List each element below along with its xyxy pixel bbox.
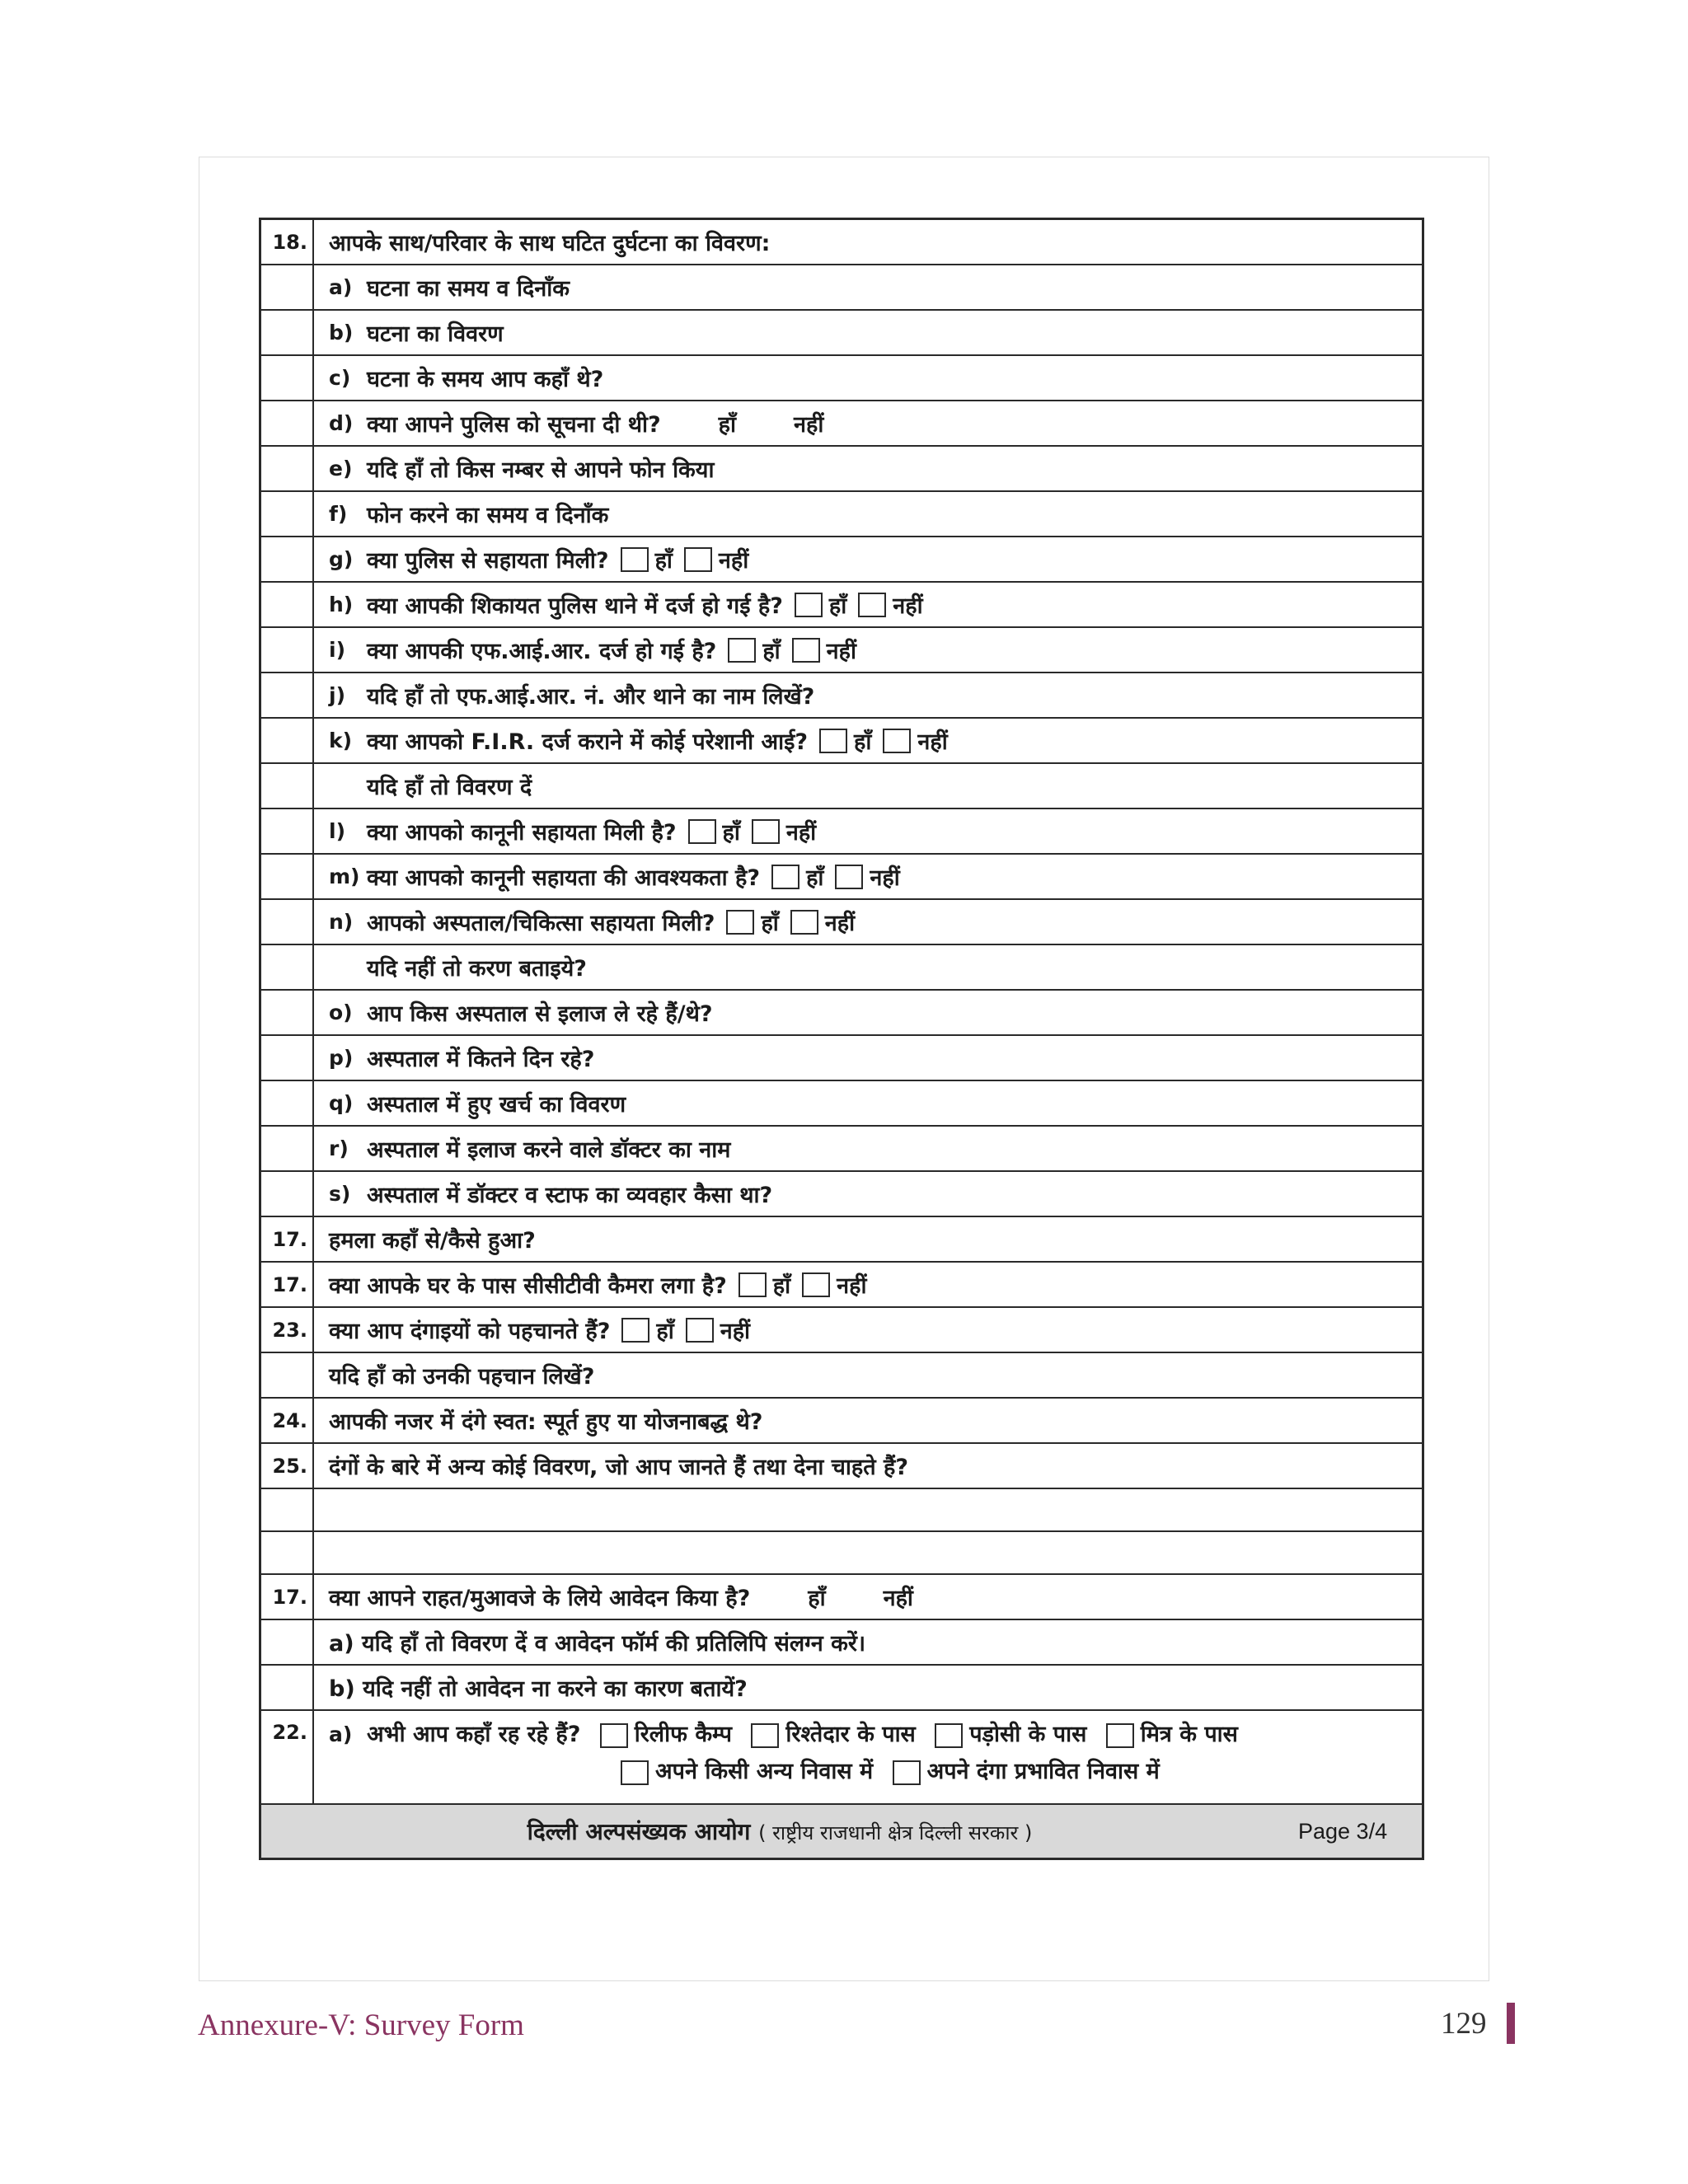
no-checkbox[interactable]	[686, 1318, 714, 1343]
item-label: e)	[329, 457, 353, 480]
no-label: नहीं	[893, 593, 923, 619]
q18-q	[261, 1081, 1422, 1127]
q18-s	[261, 1172, 1422, 1217]
item-label: b)	[329, 321, 354, 344]
no-label: नहीं	[720, 1319, 751, 1344]
no-checkbox[interactable]	[835, 865, 863, 889]
yes-checkbox[interactable]	[728, 638, 756, 663]
item-text: घटना का समय व दिनाँक	[367, 276, 570, 302]
yes-label: हाँ	[722, 820, 740, 846]
item-text: क्या आपने पुलिस को सूचना दी थी?	[367, 412, 661, 438]
relief-camp-checkbox[interactable]	[600, 1723, 628, 1748]
no-checkbox[interactable]	[858, 593, 886, 617]
yes-option[interactable]: हाँ	[808, 1586, 826, 1611]
item-label: i)	[329, 638, 345, 662]
yes-label: हाँ	[656, 1319, 674, 1344]
yes-checkbox[interactable]	[688, 819, 716, 844]
q18-n-follow	[261, 945, 1422, 991]
q18-f	[261, 492, 1422, 537]
option-label: अपने किसी अन्य निवास में	[655, 1759, 874, 1784]
q18-m	[261, 855, 1422, 900]
question-number: 22.	[261, 1711, 314, 1803]
commission-name: दिल्ली अल्पसंख्यक आयोग	[527, 1818, 751, 1845]
q18-a	[261, 265, 1422, 311]
page-marker-bar	[1507, 2003, 1515, 2044]
follow-up-text: यदि हाँ को उनकी पहचान लिखें?	[329, 1364, 595, 1390]
q18-k	[261, 719, 1422, 764]
yes-checkbox[interactable]	[795, 593, 823, 617]
yes-label: हाँ	[806, 865, 824, 891]
yes-label: हाँ	[654, 548, 673, 574]
yes-label: हाँ	[828, 593, 847, 619]
q18-n	[261, 900, 1422, 945]
item-text: यदि हाँ तो किस नम्बर से आपने फोन किया	[367, 457, 715, 483]
affected-residence-checkbox[interactable]	[893, 1760, 921, 1785]
no-label: नहीं	[718, 548, 749, 574]
question-number: 25.	[261, 1444, 314, 1488]
item-text: आप किस अस्पताल से इलाज ले रहे हैं/थे?	[367, 1001, 713, 1027]
no-checkbox[interactable]	[684, 547, 712, 572]
question-number: 17.	[261, 1217, 314, 1261]
item-text: अस्पताल में हुए खर्च का विवरण	[367, 1092, 626, 1118]
q18-title: आपके साथ/परिवार के साथ घटित दुर्घटना का विवरण:	[329, 231, 771, 256]
no-checkbox[interactable]	[883, 729, 911, 753]
no-checkbox[interactable]	[752, 819, 780, 844]
q17-relief-b	[261, 1666, 1422, 1711]
yes-label: हाँ	[854, 729, 872, 755]
q18-r	[261, 1127, 1422, 1172]
question-number: 23.	[261, 1308, 314, 1352]
q17-attack	[261, 1217, 1422, 1263]
item-text: क्या आपको कानूनी सहायता मिली है?	[367, 820, 677, 846]
q18-i	[261, 628, 1422, 673]
q18-j	[261, 673, 1422, 719]
book-page-number: 129	[1441, 2007, 1487, 2041]
no-checkbox[interactable]	[802, 1272, 830, 1297]
q18-o	[261, 991, 1422, 1036]
follow-up-text: यदि नहीं तो करण बताइये?	[367, 956, 587, 982]
item-label: o)	[329, 1001, 353, 1024]
yes-option[interactable]: हाँ	[718, 412, 736, 438]
item-text: b) यदि नहीं तो आवेदन ना करने का कारण बतायें?	[329, 1676, 748, 1702]
item-text: आपको अस्पताल/चिकित्सा सहायता मिली?	[367, 911, 715, 936]
item-text: a) यदि हाँ तो विवरण दें व आवेदन फॉर्म की प्रतिलिपि संलग्न करें।	[329, 1631, 866, 1657]
item-text: अस्पताल में डॉक्टर व स्टाफ का व्यवहार कैसा था?	[367, 1183, 773, 1208]
no-label: नहीं	[785, 820, 817, 846]
question-text: क्या आप दंगाइयों को पहचानते हैं?	[329, 1319, 611, 1344]
no-label: नहीं	[824, 911, 856, 936]
question-text: अभी आप कहाँ रह रहे हैं?	[367, 1722, 581, 1747]
question-number: 24.	[261, 1399, 314, 1442]
no-label: नहीं	[917, 729, 948, 755]
annexure-title: Annexure-V: Survey Form	[198, 2008, 524, 2042]
form-footer	[261, 1805, 1422, 1858]
q23	[261, 1308, 1422, 1353]
option-label: अपने दंगा प्रभावित निवास में	[926, 1759, 1160, 1784]
q22	[261, 1711, 1422, 1805]
option-label: पड़ोसी के पास	[969, 1722, 1087, 1747]
item-text: क्या पुलिस से सहायता मिली?	[367, 548, 609, 574]
item-text: क्या आपकी एफ.आई.आर. दर्ज हो गई है?	[367, 639, 717, 664]
item-label: h)	[329, 593, 354, 616]
item-text: क्या आपको F.I.R. दर्ज कराने में कोई परेशानी आई?	[367, 729, 809, 755]
q18-p	[261, 1036, 1422, 1081]
q23-follow	[261, 1353, 1422, 1399]
item-label: d)	[329, 411, 354, 435]
item-label: m)	[329, 865, 360, 888]
q18-c	[261, 356, 1422, 401]
form-page-number: Page 3/4	[1298, 1818, 1388, 1844]
survey-form	[259, 218, 1424, 1860]
no-checkbox[interactable]	[792, 638, 820, 663]
item-text: क्या आपकी शिकायत पुलिस थाने में दर्ज हो गई है?	[367, 593, 783, 619]
question-text: हमला कहाँ से/कैसे हुआ?	[329, 1228, 536, 1254]
q17-relief-a	[261, 1620, 1422, 1666]
item-label: q)	[329, 1091, 354, 1115]
friend-checkbox[interactable]	[1106, 1723, 1134, 1748]
question-text: दंगों के बारे में अन्य कोई विवरण, जो आप जानते हैं तथा देना चाहते हैं?	[329, 1455, 909, 1480]
item-label: a)	[329, 275, 353, 299]
item-label: n)	[329, 910, 354, 934]
q17-cctv	[261, 1263, 1422, 1308]
yes-checkbox[interactable]	[738, 1272, 767, 1297]
no-label: नहीं	[837, 1273, 867, 1299]
q18-l	[261, 809, 1422, 855]
q25-answer-line-2[interactable]	[261, 1532, 1422, 1575]
option-label: रिलीफ कैम्प	[634, 1722, 733, 1747]
item-label: a)	[329, 1722, 353, 1746]
item-label: r)	[329, 1137, 349, 1160]
item-label: f)	[329, 502, 348, 526]
other-residence-checkbox[interactable]	[621, 1760, 649, 1785]
item-label: j)	[329, 683, 345, 707]
no-label: नहीं	[870, 865, 900, 891]
item-label: c)	[329, 366, 351, 390]
q17-relief	[261, 1575, 1422, 1620]
follow-up-text: यदि हाँ तो विवरण दें	[367, 775, 532, 800]
yes-checkbox[interactable]	[621, 1318, 649, 1343]
yes-label: हाँ	[772, 1273, 791, 1299]
no-option[interactable]: नहीं	[794, 412, 824, 438]
neighbour-checkbox[interactable]	[935, 1723, 963, 1748]
option-label: रिश्तेदार के पास	[785, 1722, 916, 1747]
yes-checkbox[interactable]	[771, 865, 799, 889]
q18-b	[261, 311, 1422, 356]
q18-h	[261, 583, 1422, 628]
relative-checkbox[interactable]	[751, 1723, 779, 1748]
item-text: यदि हाँ तो एफ.आई.आर. नं. और थाने का नाम लिखें?	[367, 684, 815, 710]
question-text: क्या आपने राहत/मुआवजे के लिये आवेदन किया है?	[329, 1586, 751, 1611]
question-number: 18.	[261, 220, 314, 264]
item-text: घटना का विवरण	[367, 321, 504, 347]
q18-g	[261, 537, 1422, 583]
item-label: s)	[329, 1182, 351, 1206]
q18-d	[261, 401, 1422, 447]
yes-checkbox[interactable]	[726, 910, 754, 935]
question-number: 17.	[261, 1575, 314, 1619]
item-label: p)	[329, 1046, 354, 1070]
item-text: क्या आपको कानूनी सहायता की आवश्यकता है?	[367, 865, 761, 891]
q18-e	[261, 447, 1422, 492]
q25-answer-line-1[interactable]	[261, 1489, 1422, 1532]
item-text: घटना के समय आप कहाँ थे?	[367, 367, 604, 392]
question-text: आपकी नजर में दंगे स्वत: स्पूर्त हुए या योजनाबद्ध थे?	[329, 1409, 763, 1435]
q25	[261, 1444, 1422, 1489]
question-number: 17.	[261, 1263, 314, 1306]
question-text: क्या आपके घर के पास सीसीटीवी कैमरा लगा है?	[329, 1273, 727, 1299]
item-label: g)	[329, 547, 354, 571]
no-label: नहीं	[826, 639, 856, 664]
option-label: मित्र के पास	[1140, 1722, 1238, 1747]
item-text: अस्पताल में इलाज करने वाले डॉक्टर का नाम	[367, 1137, 731, 1163]
item-text: अस्पताल में कितने दिन रहे?	[367, 1047, 595, 1072]
q18-k-follow	[261, 764, 1422, 809]
no-option[interactable]: नहीं	[883, 1586, 913, 1611]
yes-label: हाँ	[761, 911, 779, 936]
yes-label: हाँ	[762, 639, 781, 664]
item-label: l)	[329, 819, 345, 843]
yes-checkbox[interactable]	[819, 729, 847, 753]
item-text: फोन करने का समय व दिनाँक	[367, 503, 609, 528]
yes-checkbox[interactable]	[621, 547, 649, 572]
government-name: ( राष्ट्रीय राजधानी क्षेत्र दिल्ली सरकार )	[758, 1821, 1033, 1844]
item-label: k)	[329, 729, 353, 752]
q24	[261, 1399, 1422, 1444]
no-checkbox[interactable]	[790, 910, 818, 935]
q18-header	[261, 220, 1422, 265]
